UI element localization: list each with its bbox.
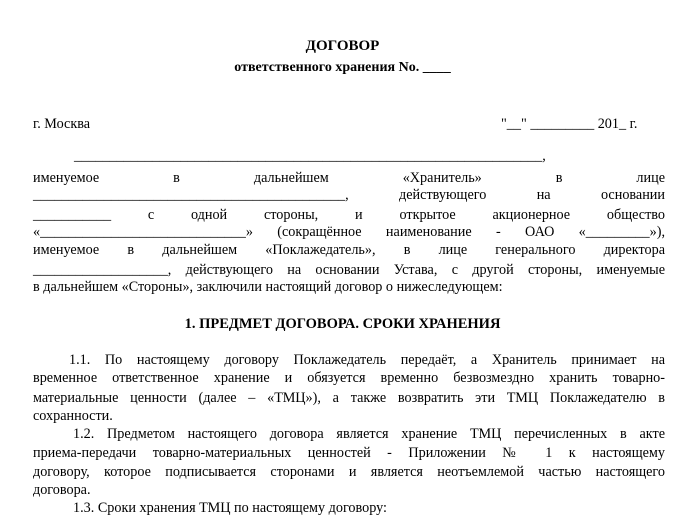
clause-1-1-line-3: материальные ценности (далее – «ТМЦ»), а также возвратить эти ТМЦ Поклажедателю в <box>33 390 665 406</box>
preamble-line-3: ____________________________________________, действующего на основании <box>33 187 665 203</box>
clause-1-1-line-2: временное ответственное хранение и обязуется временно безвозмездно хранить товарно- <box>33 370 665 386</box>
city: г. Москва <box>33 116 91 132</box>
preamble-line-8: в дальнейшем «Стороны», заключили настоящий договор о нижеследующем: <box>33 279 503 295</box>
clause-1-2-line-4: договора. <box>33 482 91 498</box>
clause-1-1-line-4: сохранности. <box>33 408 113 424</box>
section-heading: 1. ПРЕДМЕТ ДОГОВОРА. СРОКИ ХРАНЕНИЯ <box>184 316 501 332</box>
clause-1-3-line-1: 1.3. Сроки хранения ТМЦ по настоящему договору: <box>73 500 387 516</box>
contract-subtitle: ответственного хранения No. ____ <box>234 60 451 75</box>
contract-title: ДОГОВОР <box>305 38 380 54</box>
clause-1-2-line-2: приема-передачи товарно-материальных ценностей - Приложении № 1 к настоящему <box>33 445 665 461</box>
clause-1-2-line-1: 1.2. Предметом настоящего договора является хранение ТМЦ перечисленных в акте <box>73 426 665 442</box>
clause-1-1-line-1: 1.1. По настоящему договору Поклажедатель передаёт, а Хранитель принимает на <box>69 352 665 368</box>
contract-date: "__" _________ 201_ г. <box>501 116 638 132</box>
clause-1-2-line-3: договору, которое подписывается сторонами и является неотъемлемой частью настоящего <box>33 464 665 480</box>
preamble-line-2: именуемое в дальнейшем «Хранитель» в лице <box>33 170 665 186</box>
preamble-line-7: ___________________, действующего на основании Устава, с другой стороны, именуемые <box>33 262 665 278</box>
preamble-line-1: __________________________________________________________________, <box>74 148 546 164</box>
preamble-line-5: «_____________________________» (сокращённое наименование - ОАО «_________»), <box>33 224 665 240</box>
preamble-line-4: ___________ с одной стороны, и открытое акционерное общество <box>33 207 665 223</box>
preamble-line-6: именуемое в дальнейшем «Поклажедатель», в лице генерального директора <box>33 242 665 258</box>
